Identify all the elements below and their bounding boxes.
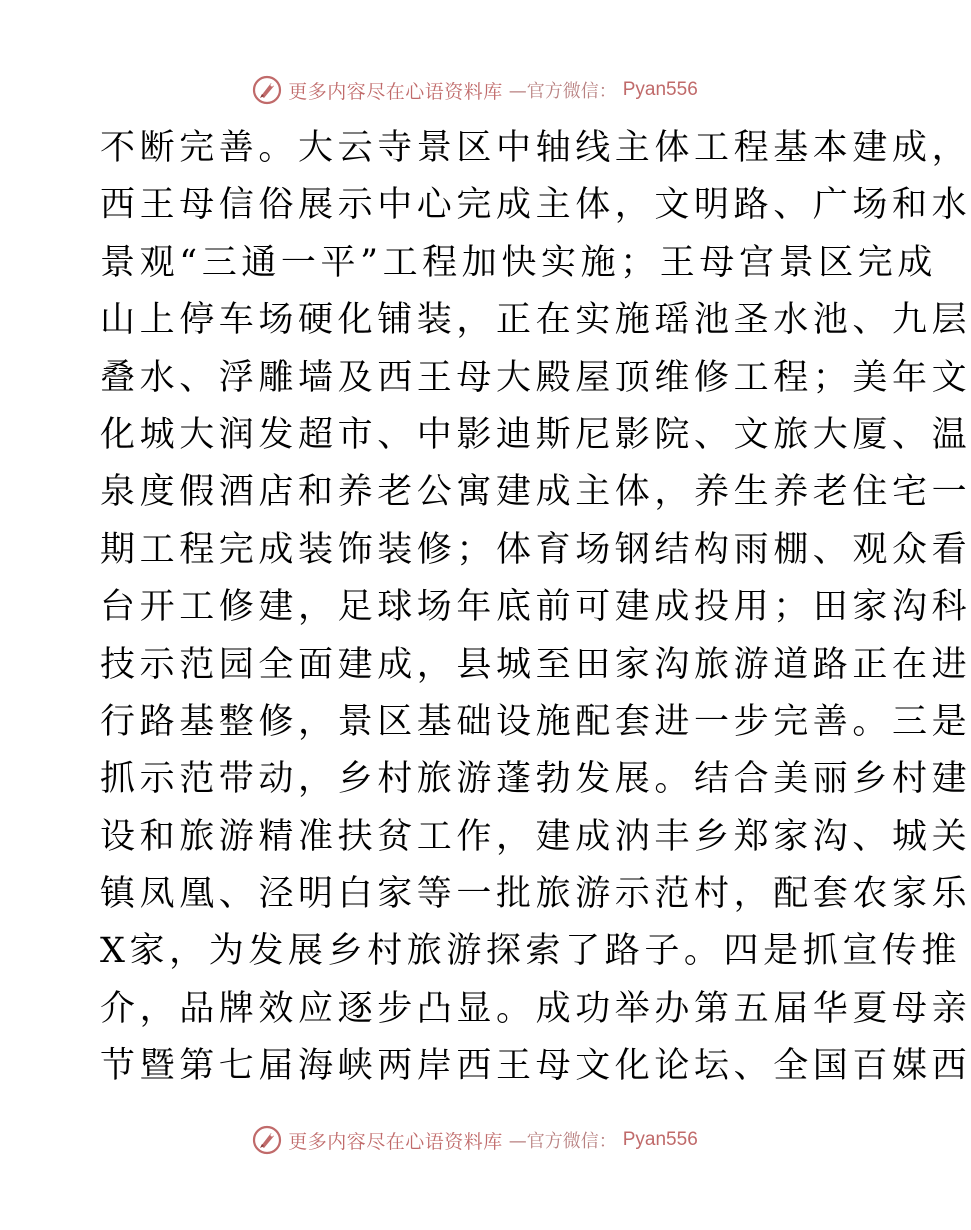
document-body xyxy=(100,120,971,1096)
footer-watermark xyxy=(0,1122,950,1158)
text-line: 叠水、浮雕墙及西王母大殿屋顶维修工程；美年文 xyxy=(100,357,971,398)
watermark-text: 更多内容尽在心语资料库 xyxy=(288,1130,503,1153)
watermark-text: 更多内容尽在心语资料库 xyxy=(288,80,503,103)
text-line: 台开工修建，足球场年底前可建成投用；田家沟科 xyxy=(100,587,971,628)
pen-nib-logo-icon xyxy=(252,1125,282,1155)
text-line: 西王母信俗展示中心完成主体，文明路、广场和水 xyxy=(100,185,971,226)
text-line: 景观“三通一平”工程加快实施；王母宫景区完成 xyxy=(100,242,937,283)
text-line: 不断完善。大云寺景区中轴线主体工程基本建成， xyxy=(100,128,971,168)
text-line: 技示范园全面建成，县城至田家沟旅游道路正在进 xyxy=(100,644,971,685)
watermark-account: Pyan556 xyxy=(622,1129,698,1150)
watermark-separator: —官方微信： xyxy=(508,81,617,102)
text-line: 抓示范带动，乡村旅游蓬勃发展。结合美丽乡村建 xyxy=(100,759,971,800)
text-line: 期工程完成装饰装修；体育场钢结构雨棚、观众看 xyxy=(100,529,971,570)
text-line: 节暨第七届海峡两岸西王母文化论坛、全国百媒西 xyxy=(100,1046,971,1087)
text-line: 泉度假酒店和养老公寓建成主体，养生养老住宅一 xyxy=(100,472,971,513)
pen-nib-logo-icon xyxy=(252,75,282,105)
text-line: 介，品牌效应逐步凸显。成功举办第五届华夏母亲 xyxy=(100,988,971,1029)
text-line: 设和旅游精准扶贫工作，建成汭丰乡郑家沟、城关 xyxy=(100,816,971,857)
watermark-account: Pyan556 xyxy=(622,79,698,100)
header-watermark xyxy=(0,72,950,108)
text-line: 化城大润发超市、中影迪斯尼影院、文旅大厦、温 xyxy=(100,414,971,455)
text-line: 行路基整修，景区基础设施配套进一步完善。三是 xyxy=(100,701,971,742)
text-line: 山上停车场硬化铺装，正在实施瑶池圣水池、九层 xyxy=(100,300,971,341)
text-line: 镇凤凰、泾明白家等一批旅游示范村，配套农家乐 xyxy=(100,874,971,915)
text-line: X家，为发展乡村旅游探索了路子。四是抓宣传推 xyxy=(100,931,962,972)
watermark-separator: —官方微信： xyxy=(508,1131,617,1152)
